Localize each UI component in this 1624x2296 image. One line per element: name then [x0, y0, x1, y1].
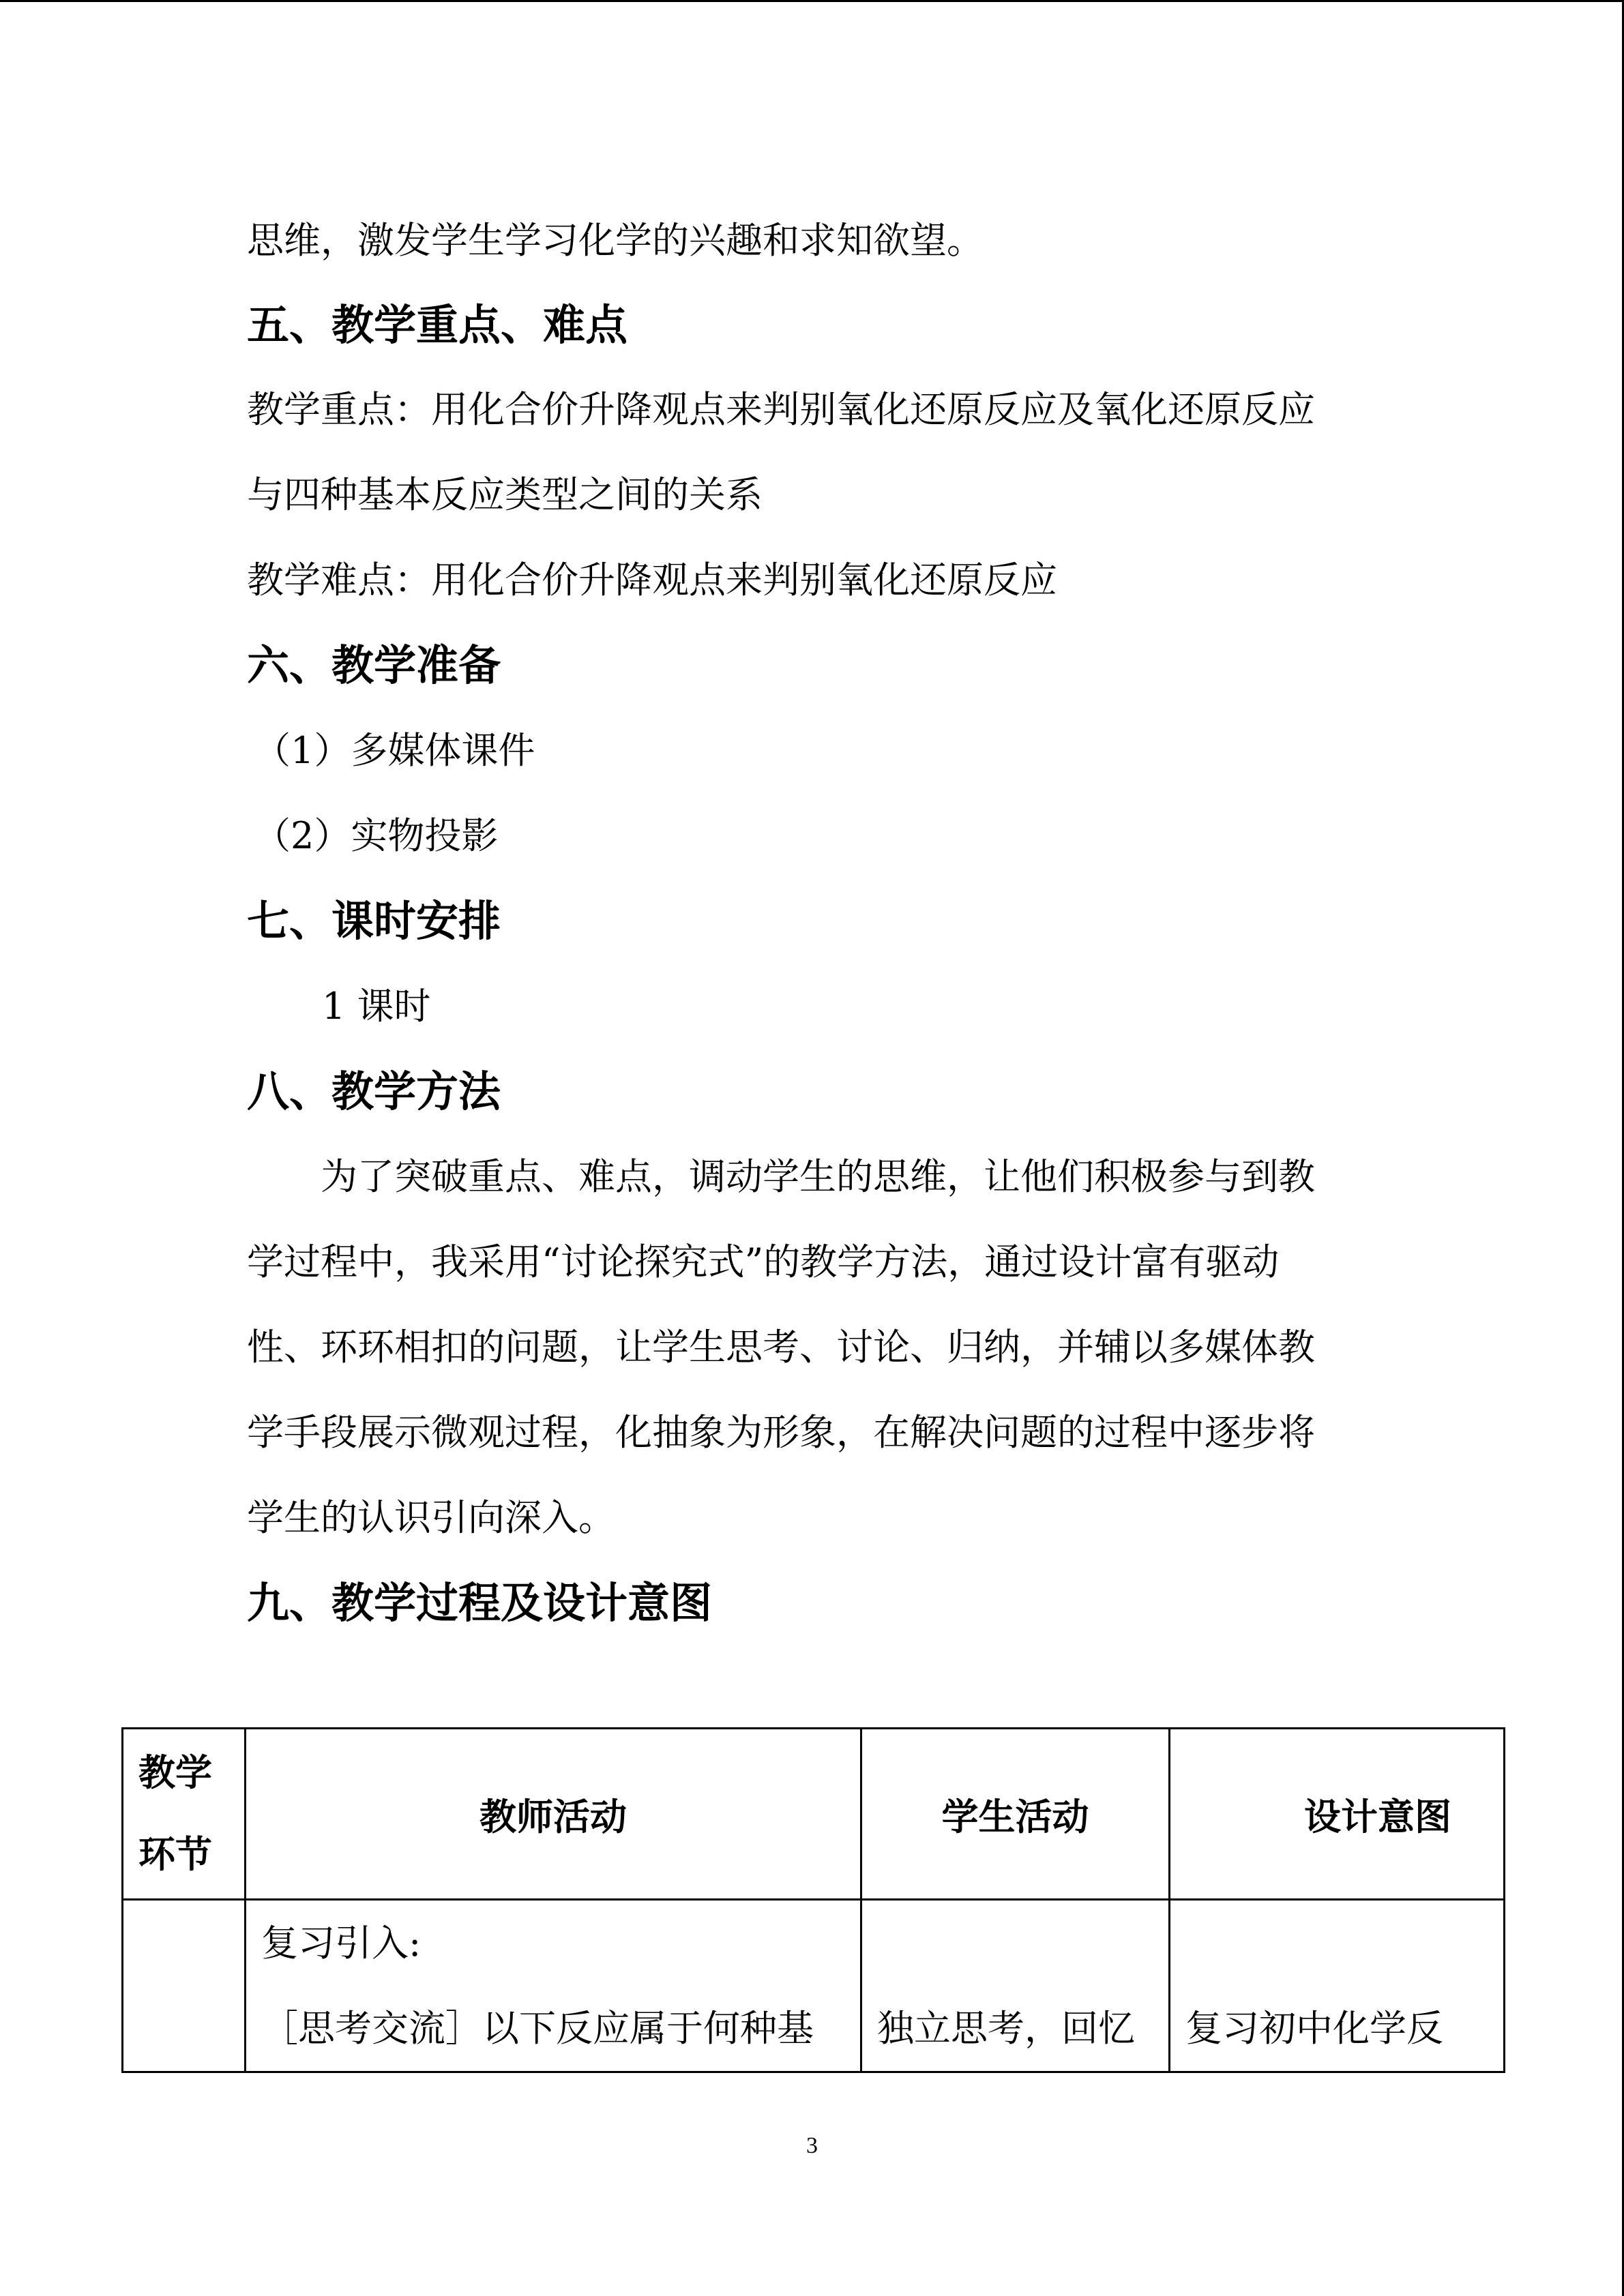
header-stage-line-2: 环节 — [138, 1833, 212, 1876]
method-line-3: 性、环环相扣的问题，让学生思考、讨论、归纳，并辅以多媒体教 — [247, 1326, 1315, 1369]
section-6-heading: 六、教学准备 — [247, 640, 501, 690]
table-row — [123, 1900, 1505, 2072]
intro-continuation: 思维，激发学生学习化学的兴趣和求知欲望。 — [247, 219, 984, 262]
row1-stage — [123, 1900, 246, 2072]
key-point-line-2: 与四种基本反应类型之间的关系 — [247, 473, 763, 516]
teaching-process-table — [121, 1727, 1505, 2073]
row1-teacher-line-1: 复习引入: — [261, 1922, 422, 1965]
section-9-heading: 九、教学过程及设计意图 — [247, 1578, 713, 1628]
row1-intent — [1170, 1900, 1505, 2072]
difficulty-line: 教学难点：用化合价升降观点来判别氧化还原反应 — [247, 558, 1057, 601]
table-header-row — [123, 1729, 1505, 1900]
section-8-heading: 八、教学方法 — [247, 1067, 501, 1116]
method-line-4: 学手段展示微观过程，化抽象为形象，在解决问题的过程中逐步将 — [247, 1411, 1315, 1454]
row1-student-text: 独立思考，回忆 — [877, 2007, 1135, 2050]
page-top-border — [0, 0, 1624, 2]
prep-item-2: （2）实物投影 — [254, 814, 499, 857]
header-student: 学生活动 — [861, 1729, 1170, 1900]
header-teacher: 教师活动 — [246, 1729, 861, 1900]
row1-teacher-line-2: ［思考交流］以下反应属于何种基 — [261, 2007, 814, 2050]
row1-student — [861, 1900, 1170, 2072]
method-line-1: 为了突破重点、难点，调动学生的思维，让他们积极参与到教 — [321, 1155, 1315, 1198]
key-point-line-1: 教学重点：用化合价升降观点来判别氧化还原反应及氧化还原反应 — [247, 388, 1315, 431]
row1-intent-text: 复习初中化学反 — [1185, 2007, 1443, 2050]
method-line-5: 学生的认识引向深入。 — [247, 1496, 615, 1539]
method-line-2: 学过程中，我采用“讨论探究式”的教学方法，通过设计富有驱动 — [247, 1240, 1280, 1283]
schedule-text: 1 课时 — [322, 985, 431, 1028]
page-number: 3 — [806, 2133, 818, 2158]
section-7-heading: 七、课时安排 — [247, 896, 501, 946]
prep-item-1: （1）多媒体课件 — [254, 729, 535, 772]
section-5-heading: 五、教学重点、难点 — [247, 300, 628, 350]
header-intent: 设计意图 — [1170, 1729, 1505, 1900]
header-stage-line-1: 教学 — [138, 1751, 212, 1794]
row1-teacher — [246, 1900, 861, 2072]
header-stage — [123, 1729, 246, 1900]
